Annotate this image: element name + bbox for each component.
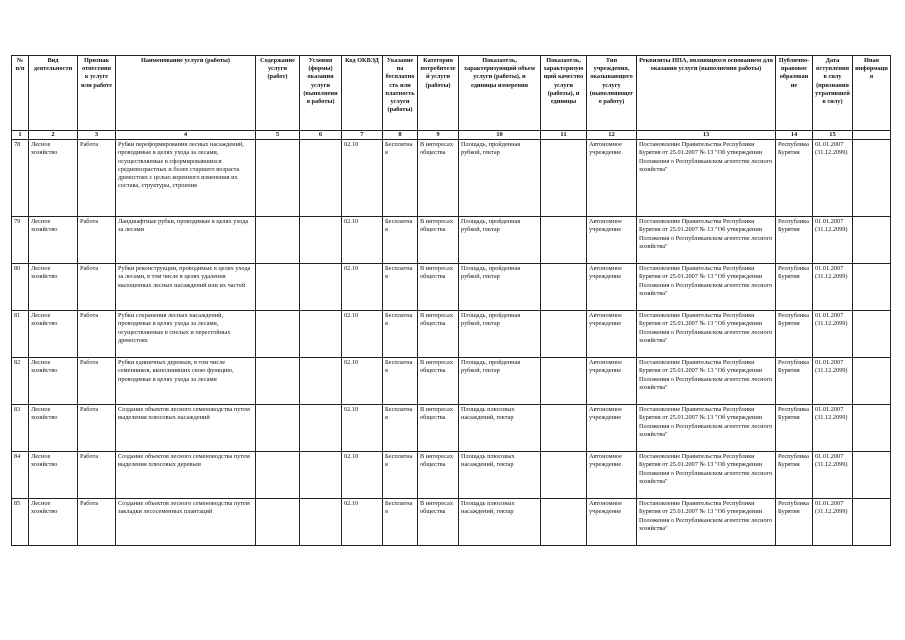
cell-conditions [300, 499, 342, 546]
column-number: 2 [29, 131, 78, 140]
column-header: Признак отнесения к услуге или работе [78, 56, 116, 131]
cell-content [256, 358, 300, 405]
cell-conditions [300, 358, 342, 405]
cell-content [256, 140, 300, 217]
services-table [11, 55, 891, 546]
column-number: 10 [459, 131, 541, 140]
cell-okved: 02.10 [342, 140, 383, 217]
column-header: Показатель, характеризующий качество услуги (работы), и единицы [541, 56, 587, 131]
cell-content [256, 311, 300, 358]
column-header: Реквизиты НПА, являющихся основанием для оказания услуги (выполнения работы) [637, 56, 776, 131]
cell-consumers: В интересах общества [418, 264, 459, 311]
column-number: 8 [383, 131, 418, 140]
cell-sign: Работа [78, 264, 116, 311]
cell-payment: Бесплатная [383, 405, 418, 452]
cell-okved: 02.10 [342, 452, 383, 499]
cell-consumers: В интересах общества [418, 405, 459, 452]
table-row [12, 358, 891, 405]
cell-consumers: В интересах общества [418, 140, 459, 217]
column-header: Вид деятельности [29, 56, 78, 131]
cell-quality [541, 358, 587, 405]
table-row [12, 264, 891, 311]
column-number: 9 [418, 131, 459, 140]
column-number: 5 [256, 131, 300, 140]
cell-conditions [300, 140, 342, 217]
cell-npa: Постановление Правительства Республики Бурятия от 25.01.2007 № 13 "Об утверждении Положения о Республиканском агентстве лесного хозяйства" [637, 311, 776, 358]
cell-volume: Площадь, пройденная рубкой, гектар [459, 311, 541, 358]
cell-sign: Работа [78, 358, 116, 405]
cell-quality [541, 452, 587, 499]
cell-other [853, 405, 891, 452]
cell-quality [541, 140, 587, 217]
cell-activity: Лесное хозяйство [29, 264, 78, 311]
table-row [12, 405, 891, 452]
table-row [12, 217, 891, 264]
cell-conditions [300, 311, 342, 358]
cell-quality [541, 264, 587, 311]
column-header: Наименование услуги (работы) [116, 56, 256, 131]
cell-content [256, 499, 300, 546]
cell-sign: Работа [78, 140, 116, 217]
cell-quality [541, 217, 587, 264]
cell-content [256, 452, 300, 499]
column-header: Тип учреждения, оказывающего услугу (выполняющего работу) [587, 56, 637, 131]
column-header: Публично-правовое образование [776, 56, 813, 131]
column-number: 7 [342, 131, 383, 140]
cell-okved: 02.10 [342, 311, 383, 358]
column-number-row [12, 131, 891, 140]
cell-type: Автономное учреждение [587, 264, 637, 311]
table-body [12, 140, 891, 546]
cell-payment: Бесплатная [383, 217, 418, 264]
cell-entity: Республика Бурятия [776, 217, 813, 264]
column-header: № п/п [12, 56, 29, 131]
cell-num: 83 [12, 405, 29, 452]
cell-okved: 02.10 [342, 358, 383, 405]
column-header: Условия (формы) оказания услуги (выполнения работы) [300, 56, 342, 131]
column-number: 1 [12, 131, 29, 140]
cell-num: 85 [12, 499, 29, 546]
cell-sign: Работа [78, 499, 116, 546]
column-number: 6 [300, 131, 342, 140]
cell-okved: 02.10 [342, 217, 383, 264]
column-number-empty [853, 131, 891, 140]
column-header: Содержание услуги (работ) [256, 56, 300, 131]
cell-activity: Лесное хозяйство [29, 452, 78, 499]
cell-num: 82 [12, 358, 29, 405]
cell-entity: Республика Бурятия [776, 499, 813, 546]
cell-consumers: В интересах общества [418, 358, 459, 405]
table-row [12, 311, 891, 358]
column-number: 3 [78, 131, 116, 140]
column-header: Код ОКВЭД [342, 56, 383, 131]
cell-okved: 02.10 [342, 499, 383, 546]
column-number: 11 [541, 131, 587, 140]
cell-other [853, 311, 891, 358]
cell-sign: Работа [78, 452, 116, 499]
cell-name: Создание объектов лесного семеноводства путем закладки лесосеменных плантаций [116, 499, 256, 546]
cell-entity: Республика Бурятия [776, 452, 813, 499]
cell-date: 01.01.2007 (31.12.2099) [813, 405, 853, 452]
cell-payment: Бесплатная [383, 311, 418, 358]
cell-npa: Постановление Правительства Республики Бурятия от 25.01.2007 № 13 "Об утверждении Положения о Республиканском агентстве лесного хозяйства" [637, 405, 776, 452]
cell-quality [541, 405, 587, 452]
column-number: 12 [587, 131, 637, 140]
cell-content [256, 264, 300, 311]
cell-num: 78 [12, 140, 29, 217]
cell-npa: Постановление Правительства Республики Бурятия от 25.01.2007 № 13 "Об утверждении Положения о Республиканском агентстве лесного хозяйства" [637, 140, 776, 217]
cell-conditions [300, 405, 342, 452]
cell-payment: Бесплатная [383, 452, 418, 499]
cell-type: Автономное учреждение [587, 358, 637, 405]
cell-volume: Площадь плюсовых насаждений, гектар [459, 499, 541, 546]
cell-okved: 02.10 [342, 405, 383, 452]
cell-activity: Лесное хозяйство [29, 499, 78, 546]
cell-other [853, 452, 891, 499]
cell-type: Автономное учреждение [587, 499, 637, 546]
cell-other [853, 217, 891, 264]
cell-date: 01.01.2007 (31.12.2099) [813, 140, 853, 217]
cell-num: 84 [12, 452, 29, 499]
cell-conditions [300, 264, 342, 311]
cell-other [853, 140, 891, 217]
cell-volume: Площадь, пройденная рубкой, гектар [459, 140, 541, 217]
cell-num: 81 [12, 311, 29, 358]
cell-npa: Постановление Правительства Республики Бурятия от 25.01.2007 № 13 "Об утверждении Положения о Республиканском агентстве лесного хозяйства" [637, 358, 776, 405]
cell-consumers: В интересах общества [418, 217, 459, 264]
cell-payment: Бесплатная [383, 264, 418, 311]
cell-name: Рубки сохранения лесных насаждений, проводимые в целях ухода за лесами, осуществляемые в спелых и перестойных древостоях [116, 311, 256, 358]
cell-name: Рубки реконструкции, проводимые в целях ухода за лесами, в том числе в целях удаления малоценных лесных насаждений или их частей [116, 264, 256, 311]
cell-date: 01.01.2007 (31.12.2099) [813, 452, 853, 499]
cell-type: Автономное учреждение [587, 311, 637, 358]
cell-date: 01.01.2007 (31.12.2099) [813, 311, 853, 358]
document-page [11, 55, 890, 546]
cell-content [256, 405, 300, 452]
column-header: Категория потребителей услуги (работы) [418, 56, 459, 131]
table-row [12, 499, 891, 546]
cell-num: 79 [12, 217, 29, 264]
cell-npa: Постановление Правительства Республики Бурятия от 25.01.2007 № 13 "Об утверждении Положения о Республиканском агентстве лесного хозяйства" [637, 452, 776, 499]
cell-consumers: В интересах общества [418, 311, 459, 358]
cell-volume: Площадь плюсовых насаждений, гектар [459, 405, 541, 452]
cell-npa: Постановление Правительства Республики Бурятия от 25.01.2007 № 13 "Об утверждении Положения о Республиканском агентстве лесного хозяйства" [637, 499, 776, 546]
table-row [12, 452, 891, 499]
cell-volume: Площадь, пройденная рубкой, гектар [459, 217, 541, 264]
cell-activity: Лесное хозяйство [29, 217, 78, 264]
cell-type: Автономное учреждение [587, 452, 637, 499]
column-header: Иная информация [853, 56, 891, 131]
cell-other [853, 358, 891, 405]
cell-other [853, 264, 891, 311]
cell-entity: Республика Бурятия [776, 140, 813, 217]
cell-entity: Республика Бурятия [776, 311, 813, 358]
cell-activity: Лесное хозяйство [29, 358, 78, 405]
cell-npa: Постановление Правительства Республики Бурятия от 25.01.2007 № 13 "Об утверждении Положения о Республиканском агентстве лесного хозяйства" [637, 264, 776, 311]
column-header: Показатель, характеризующий объем услуги (работы), и единицы измерения [459, 56, 541, 131]
cell-name: Создание объектов лесного семеноводства путем выделения плюсовых деревьев [116, 452, 256, 499]
cell-conditions [300, 452, 342, 499]
cell-volume: Площадь, пройденная рубкой, гектар [459, 358, 541, 405]
cell-date: 01.01.2007 (31.12.2099) [813, 217, 853, 264]
cell-activity: Лесное хозяйство [29, 140, 78, 217]
cell-conditions [300, 217, 342, 264]
cell-consumers: В интересах общества [418, 452, 459, 499]
cell-other [853, 499, 891, 546]
cell-date: 01.01.2007 (31.12.2099) [813, 499, 853, 546]
cell-entity: Республика Бурятия [776, 358, 813, 405]
cell-type: Автономное учреждение [587, 140, 637, 217]
cell-sign: Работа [78, 311, 116, 358]
cell-content [256, 217, 300, 264]
cell-entity: Республика Бурятия [776, 405, 813, 452]
cell-volume: Площадь, пройденная рубкой, гектар [459, 264, 541, 311]
column-number: 14 [776, 131, 813, 140]
cell-type: Автономное учреждение [587, 405, 637, 452]
header-row [12, 56, 891, 131]
column-number: 15 [813, 131, 853, 140]
cell-quality [541, 311, 587, 358]
cell-name: Создание объектов лесного семеноводства путем выделения плюсовых насаждений [116, 405, 256, 452]
cell-date: 01.01.2007 (31.12.2099) [813, 358, 853, 405]
cell-payment: Бесплатная [383, 499, 418, 546]
column-header: Указание на бесплатность или платность услуги (работы) [383, 56, 418, 131]
cell-volume: Площадь плюсовых насаждений, гектар [459, 452, 541, 499]
column-number: 4 [116, 131, 256, 140]
cell-name: Рубки единичных деревьев, в том числе семенников, выполнивших свою функцию, проводимые в целях ухода за лесами [116, 358, 256, 405]
column-number: 13 [637, 131, 776, 140]
cell-sign: Работа [78, 405, 116, 452]
cell-name: Ландшафтные рубки, проводимые в целях ухода за лесами [116, 217, 256, 264]
cell-payment: Бесплатная [383, 140, 418, 217]
cell-activity: Лесное хозяйство [29, 405, 78, 452]
cell-okved: 02.10 [342, 264, 383, 311]
cell-quality [541, 499, 587, 546]
cell-consumers: В интересах общества [418, 499, 459, 546]
cell-num: 80 [12, 264, 29, 311]
cell-payment: Бесплатная [383, 358, 418, 405]
cell-sign: Работа [78, 217, 116, 264]
cell-npa: Постановление Правительства Республики Бурятия от 25.01.2007 № 13 "Об утверждении Положения о Республиканском агентстве лесного хозяйства" [637, 217, 776, 264]
cell-entity: Республика Бурятия [776, 264, 813, 311]
cell-date: 01.01.2007 (31.12.2099) [813, 264, 853, 311]
cell-type: Автономное учреждение [587, 217, 637, 264]
table-row [12, 140, 891, 217]
cell-name: Рубки переформирования лесных насаждений, проводимые в целях ухода за лесами, осуществляемые в сформировавшихся средневозрастных и более старшего возраста древостоях с целью коренного изменения их состава, структуры, строения [116, 140, 256, 217]
column-header: Дата вступления в силу (признания утратившей в силу) [813, 56, 853, 131]
cell-activity: Лесное хозяйство [29, 311, 78, 358]
